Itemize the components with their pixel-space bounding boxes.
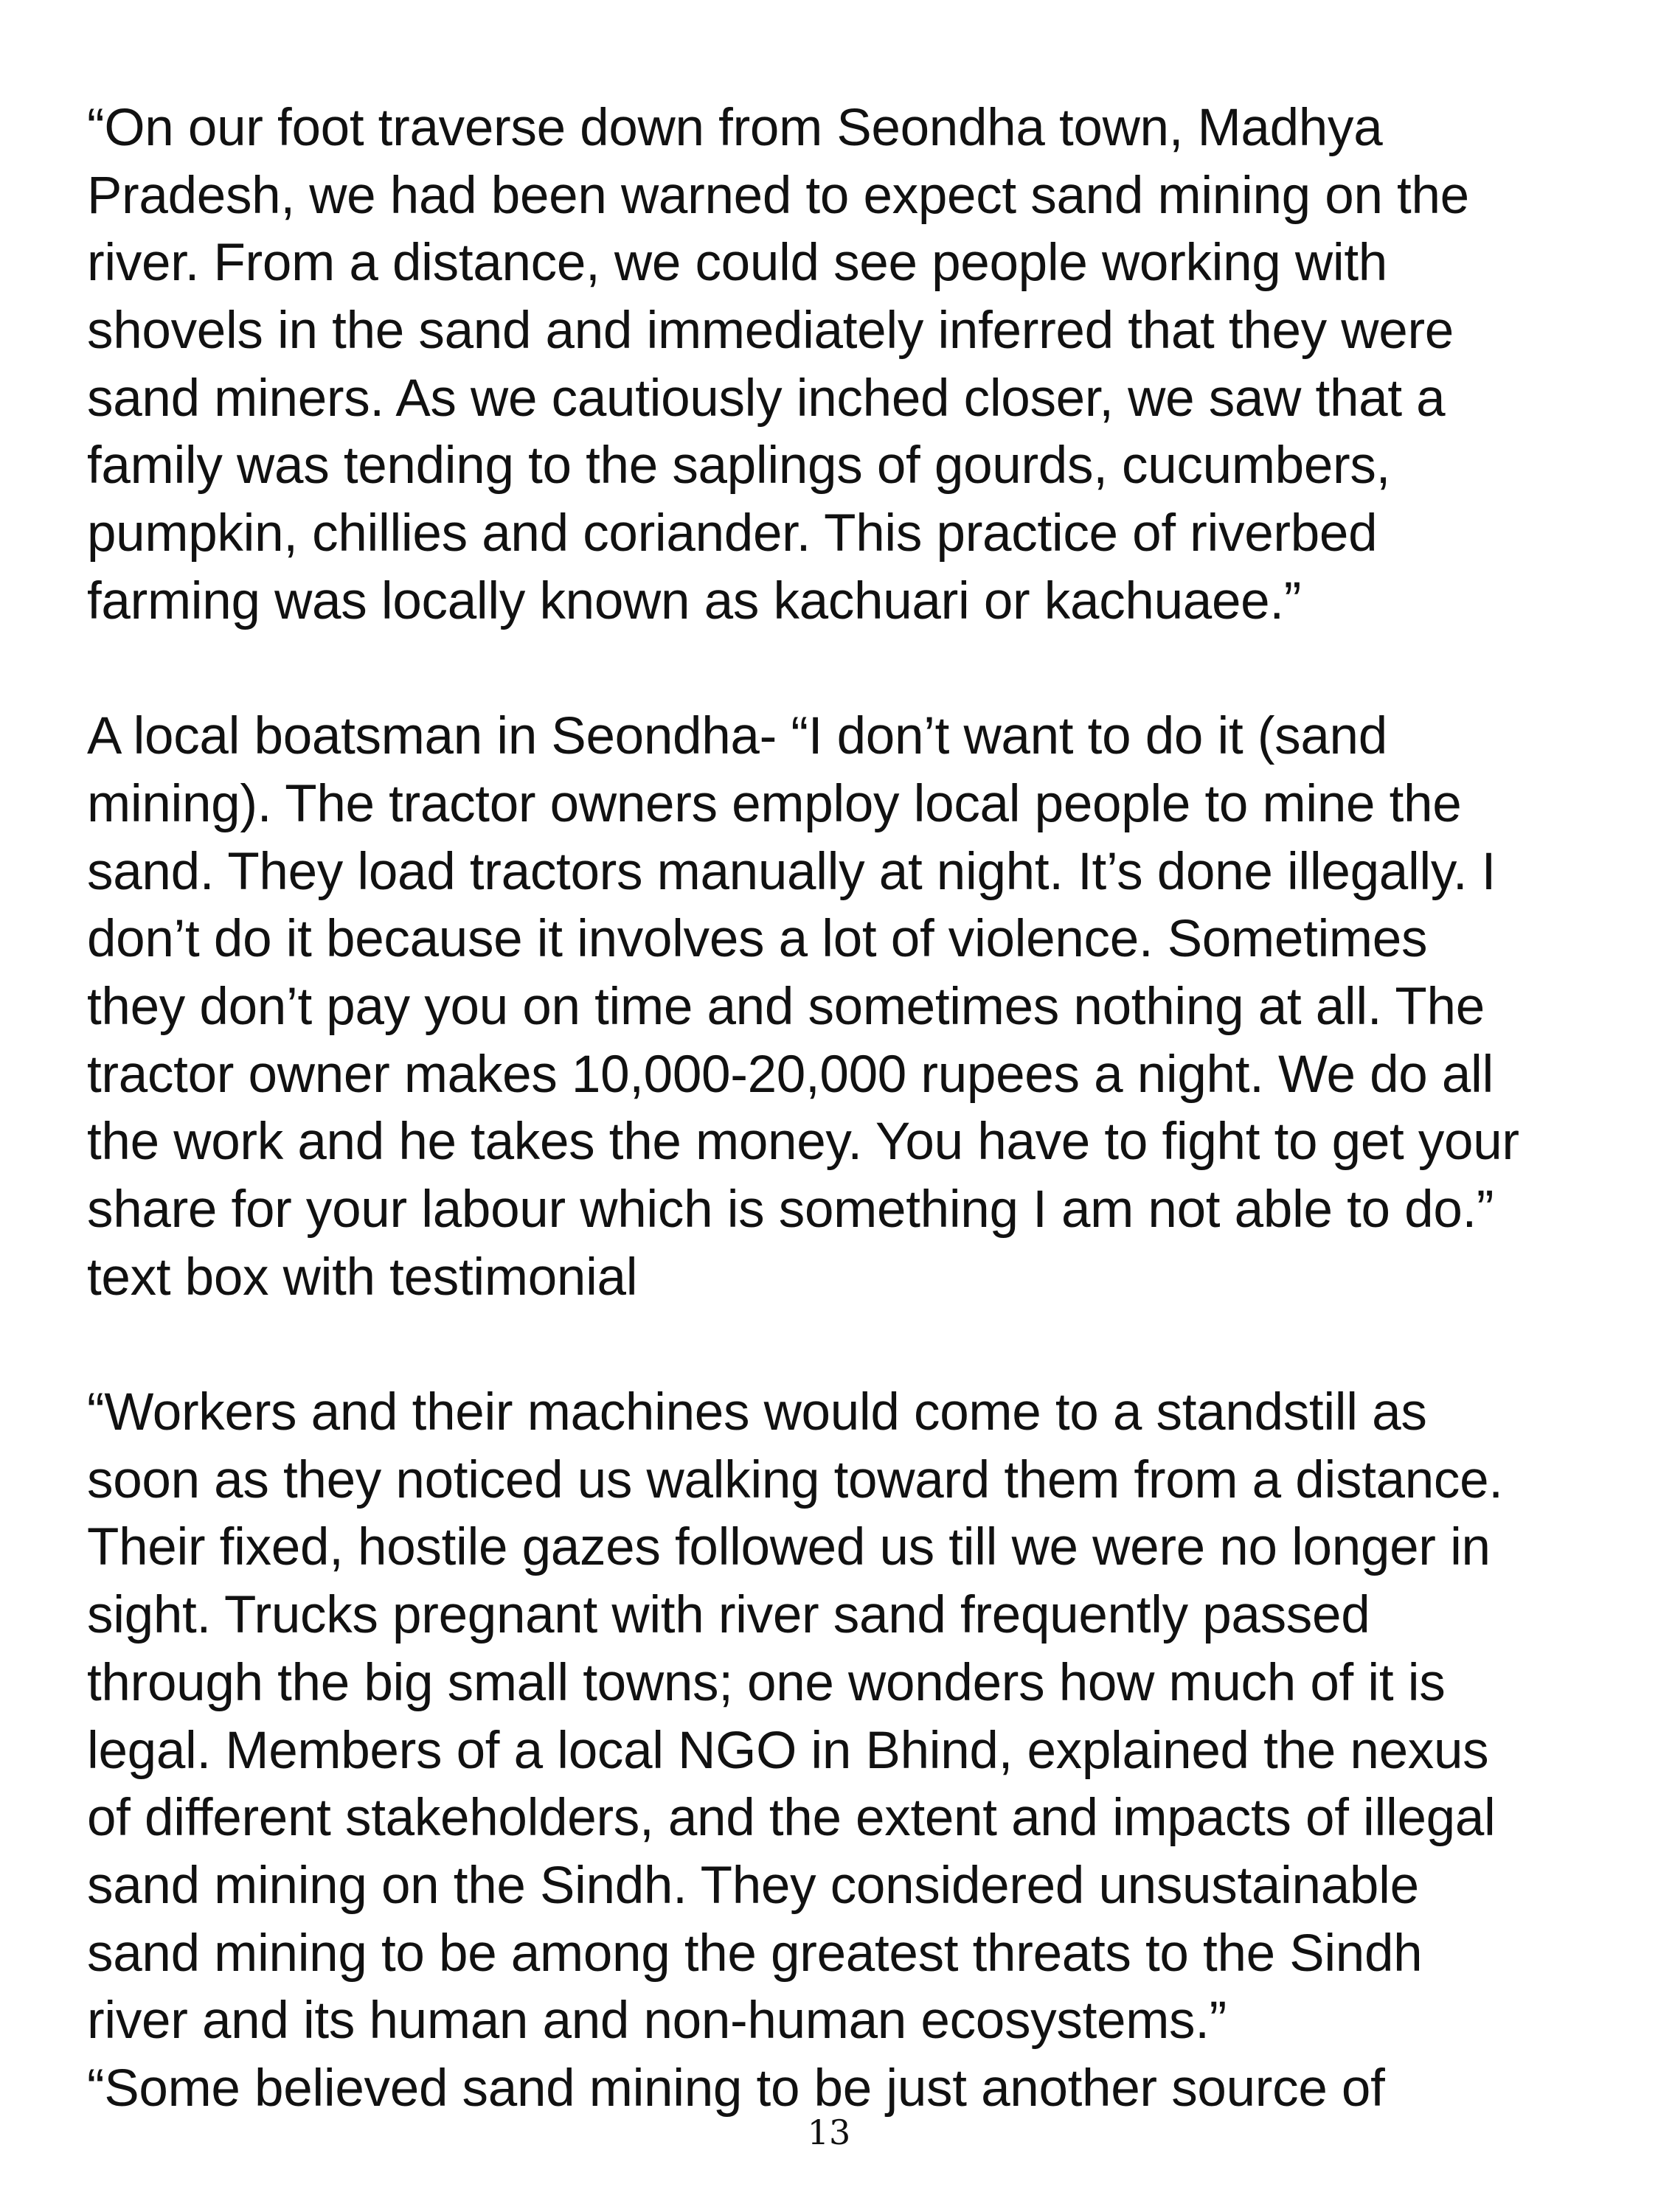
text-line: “Workers and their machines would come to a standstill as <box>87 1383 1427 1442</box>
text-line: river. From a distance, we could see people working with <box>87 234 1387 293</box>
paragraph-riverbed-farming <box>87 94 1592 636</box>
paragraph-gap <box>87 636 1592 703</box>
text-line: river and its human and non-human ecosystems.” <box>87 1992 1227 2051</box>
text-line: through the big small towns; one wonders how much of it is <box>87 1653 1446 1712</box>
text-line: farming was locally known as kachuari or kachuaee.” <box>87 571 1302 630</box>
text-line: the work and he takes the money. You have to fight to get your <box>87 1113 1519 1172</box>
text-line: of different stakeholders, and the extent and impacts of illegal <box>87 1789 1496 1848</box>
paragraph-boatsman-testimonial <box>87 703 1592 1311</box>
text-line: Their fixed, hostile gazes followed us till we were no longer in <box>87 1518 1491 1577</box>
text-line: sand mining on the Sindh. They considered unsustainable <box>87 1856 1419 1915</box>
text-line: shovels in the sand and immediately inferred that they were <box>87 302 1454 361</box>
text-line: “Some believed sand mining to be just another source of <box>87 2059 1385 2118</box>
text-line: Pradesh, we had been warned to expect sand mining on the <box>87 166 1469 225</box>
text-line: “On our foot traverse down from Seondha town, Madhya <box>87 99 1383 157</box>
text-line: text box with testimonial <box>87 1248 638 1307</box>
text-line: A local boatsman in Seondha- “I don’t want to do it (sand <box>87 707 1387 766</box>
text-line: don’t do it because it involves a lot of violence. Sometimes <box>87 910 1428 969</box>
text-line: tractor owner makes 10,000-20,000 rupees a night. We do all <box>87 1045 1494 1104</box>
text-line: sight. Trucks pregnant with river sand frequently passed <box>87 1586 1370 1645</box>
paragraph-gap <box>87 1311 1592 1379</box>
text-line: soon as they noticed us walking toward them from a distance. <box>87 1450 1503 1509</box>
text-line: share for your labour which is something I am not able to do.” <box>87 1180 1494 1239</box>
text-line: legal. Members of a local NGO in Bhind, explained the nexus <box>87 1721 1489 1780</box>
body-text <box>87 94 1592 2123</box>
page-number: 13 <box>807 2112 851 2152</box>
text-line: pumpkin, chillies and coriander. This practice of riverbed <box>87 504 1378 563</box>
text-line: they don’t pay you on time and sometimes nothing at all. The <box>87 977 1485 1036</box>
text-line: family was tending to the saplings of gourds, cucumbers, <box>87 437 1391 495</box>
paragraph-workers-standstill <box>87 1379 1592 2055</box>
text-line: sand mining to be among the greatest threats to the Sindh <box>87 1924 1423 1983</box>
text-line: sand. They load tractors manually at night. It’s done illegally. I <box>87 842 1496 901</box>
text-line: mining). The tractor owners employ local people to mine the <box>87 774 1462 833</box>
text-line: sand miners. As we cautiously inched closer, we saw that a <box>87 369 1446 428</box>
